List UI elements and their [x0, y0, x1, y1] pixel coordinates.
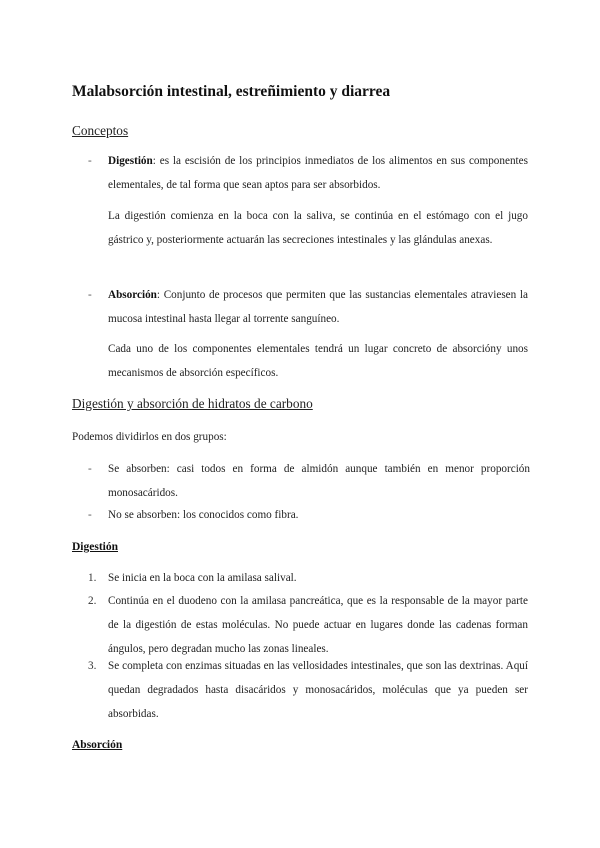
heading-conceptos: Conceptos — [72, 123, 129, 138]
term-absorcion: Absorción — [108, 289, 157, 301]
definition-digestion — [108, 149, 528, 197]
list-item: No se absorben: los conocidos como fibra. — [108, 509, 299, 521]
definition-absorcion-text: : Conjunto de procesos que permiten que las sustancias elementales atraviesen la mucosa intestinal hasta llegar al torrente sanguíneo. — [108, 289, 528, 325]
absorcion-extra-paragraph: Cada uno de los componentes elementales tendrá un lugar concreto de absorcióny unos mecanismos de absorción específicos. — [108, 343, 528, 379]
list-item: Continúa en el duodeno con la amilasa pancreática, que es la responsable de la mayor parte de la digestión de estas moléculas. No puede actuar en lugares donde las cadenas forman ángulos, pero degradan mucho las zonas lineales. — [108, 595, 528, 655]
list-item: Se absorben: casi todos en forma de almidón aunque también en menor proporción monosacáridos. — [108, 463, 530, 499]
list-number: 2. — [88, 595, 97, 607]
list-number: 1. — [88, 572, 97, 584]
heading-absorcion: Absorción — [72, 739, 123, 751]
definition-digestion-text: : es la escisión de los principios inmediatos de los alimentos en sus componentes elementales, de tal forma que sean aptos para ser absorbidos. — [108, 155, 528, 191]
list-number: 3. — [88, 660, 97, 672]
list-item: Se completa con enzimas situadas en las vellosidades intestinales, que son las dextrinas. Aquí quedan degradados hasta disacáridos y monosacáridos, moléculas que ya pueden ser absorbidas. — [108, 660, 528, 720]
bullet-dash: - — [88, 463, 92, 475]
heading-hidratos: Digestión y absorción de hidratos de carbono — [72, 396, 313, 411]
digestion-extra-paragraph: La digestión comienza en la boca con la saliva, se continúa en el estómago con el jugo gástrico y, posteriormente actuarán las secreciones intestinales y las glándulas anexas. — [108, 210, 528, 246]
definition-absorcion — [108, 283, 528, 331]
bullet-dash: - — [88, 155, 92, 167]
document-title: Malabsorción intestinal, estreñimiento y diarrea — [72, 83, 391, 100]
list-item: Se inicia en la boca con la amilasa salival. — [108, 572, 297, 584]
term-digestion: Digestión — [108, 155, 153, 167]
hidratos-intro: Podemos dividirlos en dos grupos: — [72, 431, 227, 443]
bullet-dash: - — [88, 509, 92, 521]
bullet-dash: - — [88, 289, 92, 301]
heading-digestion: Digestión — [72, 541, 118, 553]
